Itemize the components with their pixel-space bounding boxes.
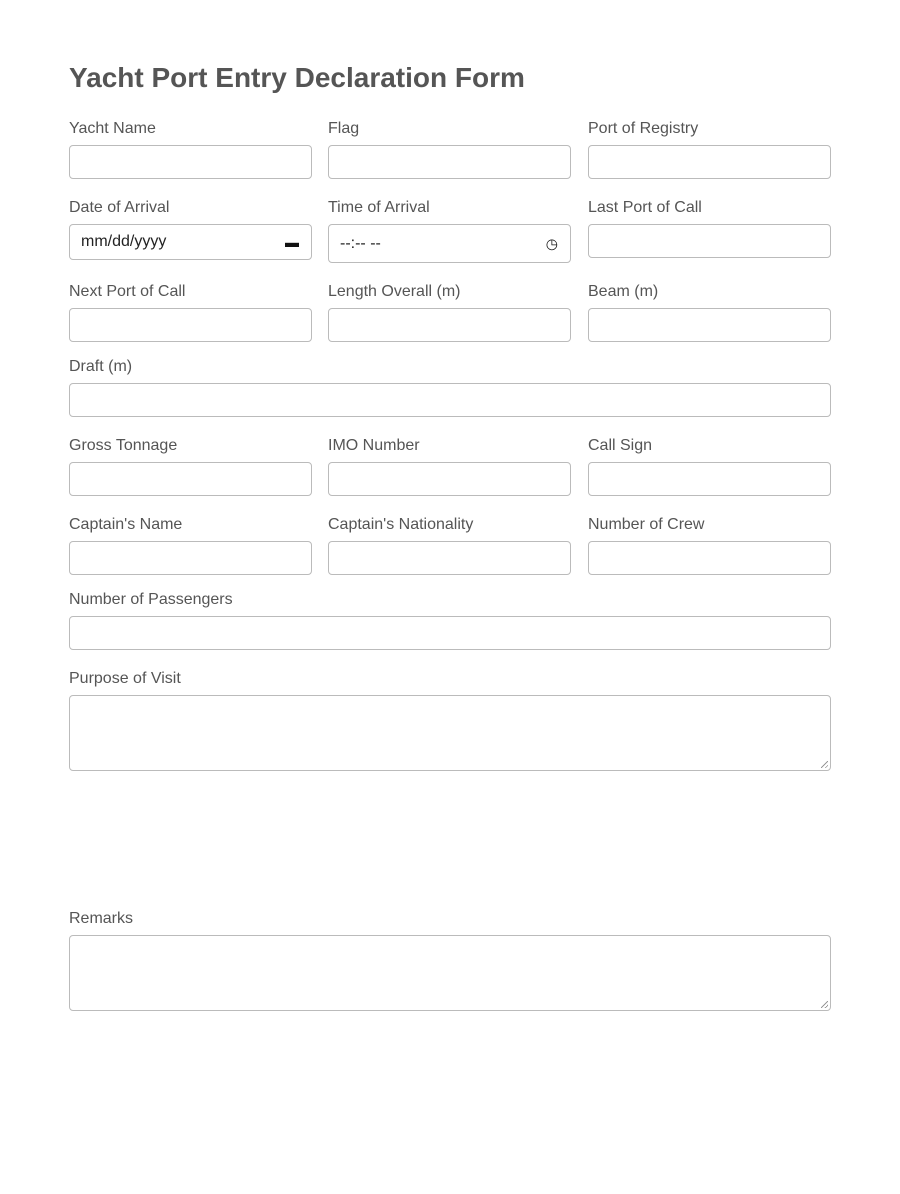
crew-field [588,516,831,575]
imo-input[interactable] [328,462,571,496]
page-title: Yacht Port Entry Declaration Form [69,62,525,93]
time-placeholder: --:-- -- [340,234,381,252]
time-of-arrival-field [328,199,571,263]
draft-input[interactable] [69,383,831,417]
label: Captain's Name [69,516,183,533]
beam-input[interactable] [588,308,831,342]
gross-tonnage-field [69,437,312,496]
date-of-arrival-input[interactable] [69,224,312,260]
next-port-input[interactable] [69,308,312,342]
date-placeholder: mm/dd/yyyy [81,233,167,250]
label: IMO Number [328,437,420,454]
draft-field [69,358,831,417]
gross-tonnage-input[interactable] [69,462,312,496]
date-of-arrival-field [69,199,312,260]
label: Flag [328,120,360,137]
label: Next Port of Call [69,283,186,300]
next-port-field [69,283,312,342]
flag-input[interactable] [328,145,571,179]
label: Draft (m) [69,358,133,375]
flag-field [328,120,571,179]
length-field [328,283,571,342]
remarks-field [69,910,831,1011]
label: Remarks [69,910,134,927]
crew-input[interactable] [588,541,831,575]
imo-field [328,437,571,496]
label: Date of Arrival [69,199,170,216]
purpose-field [69,670,831,771]
label: Port of Registry [588,120,699,137]
resize-handle[interactable] [821,1001,828,1008]
label: Time of Arrival [328,199,430,216]
label: Last Port of Call [588,199,702,216]
last-port-field [588,199,831,258]
label: Number of Crew [588,516,705,533]
call-sign-input[interactable] [588,462,831,496]
call-sign-field [588,437,831,496]
clock-icon[interactable]: ◷ [545,235,558,251]
passengers-field [69,591,831,650]
calendar-icon[interactable]: ▬ [285,234,299,250]
captain-nationality-input[interactable] [328,541,571,575]
time-of-arrival-input[interactable] [328,224,571,263]
port-of-registry-input[interactable] [588,145,831,179]
label: Captain's Nationality [328,516,474,533]
port-of-registry-field [588,120,831,179]
yacht-name-input[interactable] [69,145,312,179]
captain-name-input[interactable] [69,541,312,575]
label: Gross Tonnage [69,437,178,454]
length-input[interactable] [328,308,571,342]
purpose-textarea[interactable] [69,695,831,771]
captain-nationality-field [328,516,571,575]
label: Length Overall (m) [328,283,461,300]
yacht-name-field [69,120,312,179]
passengers-input[interactable] [69,616,831,650]
last-port-input[interactable] [588,224,831,258]
label: Number of Passengers [69,591,233,608]
resize-handle[interactable] [821,761,828,768]
label: Beam (m) [588,283,659,300]
captain-name-field [69,516,312,575]
remarks-textarea[interactable] [69,935,831,1011]
label: Call Sign [588,437,653,454]
beam-field [588,283,831,342]
label: Yacht Name [69,120,156,137]
label: Purpose of Visit [69,670,181,687]
